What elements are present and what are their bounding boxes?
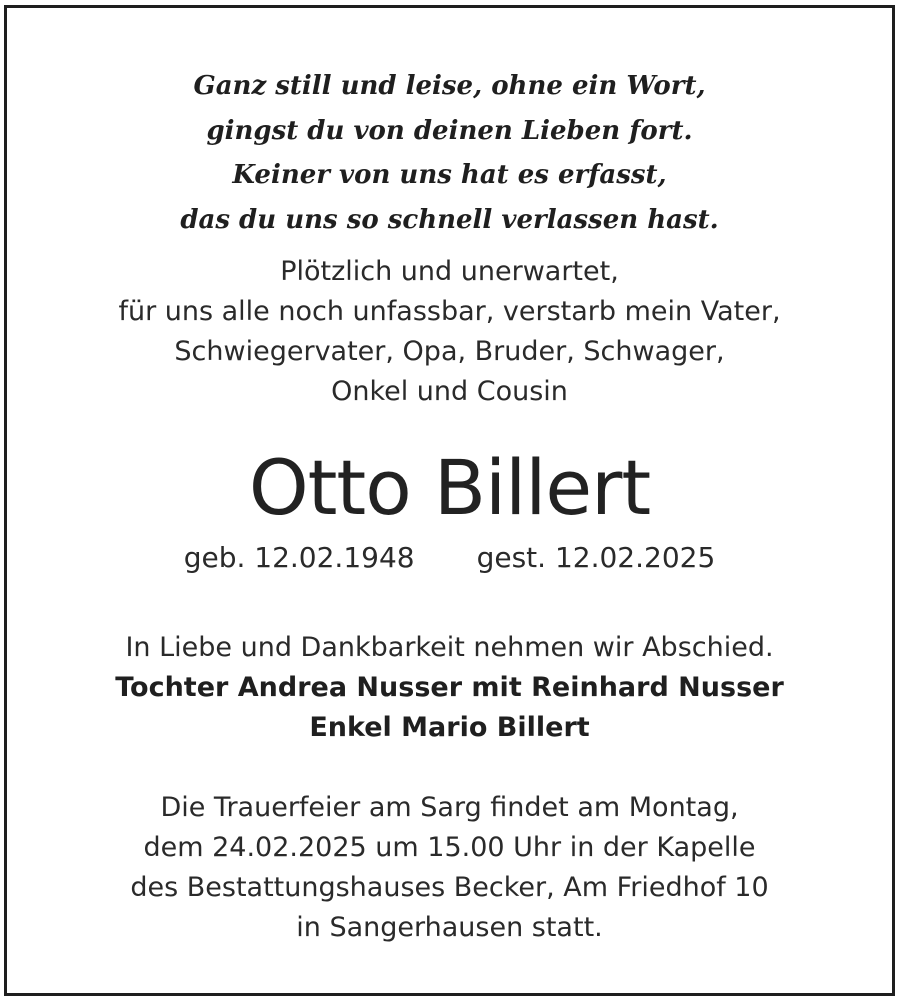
birth-date: geb. 12.02.1948 bbox=[183, 541, 415, 574]
poem-line: gingst du von deinen Lieben fort. bbox=[206, 115, 693, 146]
service-line: Die Trauerfeier am Sarg findet am Montag, bbox=[160, 792, 739, 823]
poem-line: Ganz still und leise, ohne ein Wort, bbox=[193, 71, 706, 101]
announcement-line: für uns alle noch unfassbar, verstarb mein Vater, bbox=[118, 296, 781, 327]
mourner-name: Enkel Mario Billert bbox=[309, 712, 590, 743]
death-date: gest. 12.02.2025 bbox=[476, 541, 716, 574]
announcement-line: Plötzlich und unerwartet, bbox=[280, 256, 619, 287]
service-line: in Sangerhausen statt. bbox=[296, 912, 603, 943]
poem-line: das du uns so schnell verlassen hast. bbox=[180, 204, 719, 235]
service-line: des Bestattungshauses Becker, Am Friedhof 10 bbox=[130, 872, 769, 903]
farewell-section bbox=[0, 628, 899, 748]
death-announcement bbox=[0, 252, 899, 412]
announcement-line: Schwiegervater, Opa, Bruder, Schwager, bbox=[174, 336, 725, 367]
service-line: dem 24.02.2025 um 15.00 Uhr in der Kapelle bbox=[143, 832, 756, 863]
deceased-name: Otto Billert bbox=[248, 443, 651, 532]
announcement-line: Onkel und Cousin bbox=[331, 376, 568, 407]
mourner-name: Tochter Andrea Nusser mit Reinhard Nusser bbox=[115, 672, 784, 703]
farewell-text: In Liebe und Dankbarkeit nehmen wir Abschied. bbox=[125, 632, 774, 663]
memorial-poem bbox=[0, 64, 899, 242]
funeral-service-info bbox=[0, 788, 899, 948]
life-dates bbox=[0, 536, 899, 580]
poem-line: Keiner von uns hat es erfasst, bbox=[232, 160, 667, 190]
